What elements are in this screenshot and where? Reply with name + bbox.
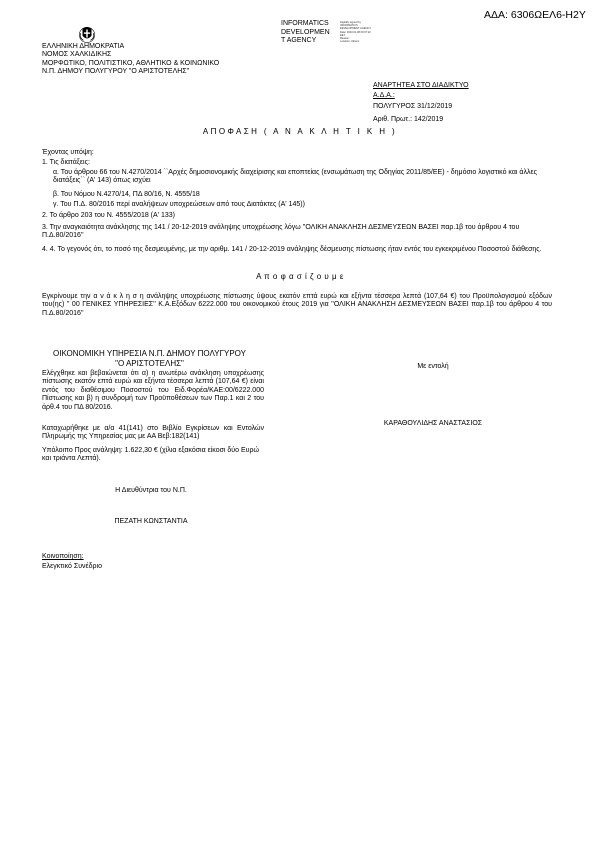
decision-text: Εγκρίνουμε την α ν ά κ λ η σ η ανάληψης υποχρέωσης πίστωσης ύψους εκατόν επτά ευρώ και εξήντα τέσσερα λεπτά (107,64 €) του Προϋπολογισμού εξόδων του(ης) '' 00 ΓΕΝΙΚΕΣ ΥΠΗΡΕΣΙΕΣ'' Κ.Α.Εξόδων 6222.000 του οικονομικού έτους 2019 για ''ΟΛΙΚΗ ΑΝΑΚΛΗΣΗ ΔΕΣΜΕΥΣΕΩΝ ΒΑΣΕΙ παρ.1β του άρθρου 4 του Π.Δ.80/2016'' xyxy=(42,293,552,317)
header-line-prefecture: ΝΟΜΟΣ ΧΑΛΚΙΔΙΚΗΣ xyxy=(42,51,112,59)
decision-title: ΑΠΟΦΑΣΗ ( Α Ν Α Κ Λ Η Τ Ι Κ Η ) xyxy=(202,127,398,136)
notification-label: Κοινοποίηση: xyxy=(42,553,84,560)
finance-service-title: ΟΙΚΟΝΟΜΙΚΗ ΥΠΗΡΕΣΙΑ Ν.Π. ΔΗΜΟΥ ΠΟΛΥΓΥΡΟΥ xyxy=(53,349,246,358)
item-1: 1. Τις διατάξεις: xyxy=(42,159,90,166)
finance-remaining-text: Υπόλοιπο Προς ανάληψη: 1.622,30 € (χίλια εξακόσια είκοσι δύο Ευρώ και τριάντα Λεπτά). xyxy=(42,447,259,463)
director-title: Η Διευθύντρια του Ν.Π. xyxy=(115,487,187,494)
item-1a: α. Του άρθρου 66 του Ν.4270/2014 ``Αρχές δημοσιονομικής διαχείρισης και εποπτείας (ενσωμάτωση της Οδηγίας 2011/85/ΕΕ) - δημόσιο λογιστικό και άλλες διατάξεις`` (Α' 143) όπως ισχύει xyxy=(53,169,537,185)
item-1b: β. Του Νόμου Ν.4270/14, ΠΔ 80/16, Ν. 4555/18 xyxy=(53,191,200,198)
stamp-detail-line: Reason: xyxy=(340,37,350,41)
director-name: ΠΕΖΑΤΗ ΚΩΝΣΤΑΝΤΙΑ xyxy=(114,518,188,525)
item-2: 2. Το άρθρο 203 του Ν. 4555/2018 (Α' 133) xyxy=(42,212,175,219)
having-in-mind-label: Έχοντας υπόψη: xyxy=(42,149,94,156)
signature-stamp-title xyxy=(281,20,330,46)
stamp-detail-line: DEVELOPMENT AGENCY xyxy=(340,27,372,31)
item-1c: γ. Του Π.Δ. 80/2016 περί αναλήψεων υποχρεώσεων από τους Διατάκτες (Α' 145)) xyxy=(53,201,305,208)
stamp-detail-line: EET xyxy=(340,33,346,37)
stamp-detail-line: Digitally signed by xyxy=(340,21,361,24)
stamp-title-line: INFORMATICS xyxy=(281,20,329,27)
stamp-title-line: DEVELOPMEN xyxy=(281,28,330,36)
finance-service-subtitle: "Ο ΑΡΙΣΤΟΤΕΛΗΣ" xyxy=(115,359,184,368)
header-line-legal-entity: Ν.Π. ΔΗΜΟΥ ΠΟΛΥΓΥΡΟΥ "Ο ΑΡΙΣΤΟΤΕΛΗΣ" xyxy=(42,68,190,76)
item-4: 4. 4. Το γεγονός ότι, το ποσό της δεσμευμένης, με την αριθμ. 141 / 20-12-2019 ανάληψης δέσμευσης πίστωσης ήταν εντός του εγκεκριμένου Ποσοστού διάθεσης. xyxy=(42,246,542,253)
signatory-name: ΚΑΡΑΘΟΥΛΙΔΗΣ ΑΝΑΣΤΑΣΙΟΣ xyxy=(383,420,483,427)
signature-stamp-details xyxy=(340,21,371,43)
header-line-republic: ΕΛΛΗΝΙΚΗ ΔΗΜΟΚΡΑΤΙΑ xyxy=(42,43,125,50)
posted-online-label: ΑΝΑΡΤΗΤΕΑ ΣΤΟ ΔΙΑΔΙΚΤΥΟ xyxy=(373,82,469,89)
place-and-date: ΠΟΛΥΓΥΡΟΣ 31/12/2019 xyxy=(373,103,453,110)
stamp-detail-line: Location: Athens xyxy=(340,40,360,44)
by-order-label: Με εντολή xyxy=(417,363,449,370)
header-line-organization: ΜΟΡΦΩΤΙΚΟ, ΠΟΛΙΤΙΣΤΙΚΟ, ΑΘΛΗΤΙΚΟ & ΚΟΙΝΩΝΙΚΟ xyxy=(42,59,220,67)
stamp-detail-line: INFORMATICS xyxy=(340,24,358,28)
stamp-detail-line: Date: 2020.01.08 09:37:22 xyxy=(340,30,371,34)
ada-field-label: Α.Δ.Α.: xyxy=(373,92,395,99)
finance-registration-text: Καταχωρήθηκε με α/α 41(141) στο Βιβλίο Εγκρίσεων και Εντολών Πληρωμής της Υπηρεσίας μας με ΑΑ Βεβ:182(141) xyxy=(42,425,264,441)
stamp-title-line: T AGENCY xyxy=(281,37,317,44)
finance-verification-text: Ελέγχθηκε και βεβαιώνεται ότι α) η ανωτέρω ανάκληση υποχρέωσης πίστωσης εκατόν επτά ευρώ και εξήντα τέσσερα λεπτά (107,64 €) είναι εντός του διαθέσιμου Ποσοστού του Ειδ.Φορέα/ΚΑΕ:00/6222.000 Πίστωσης και β) η συνδρομή των Προϋποθέσεων των Παρ.1 και 2 του άρθ.4 του ΠΔ 80/2016. xyxy=(42,370,264,411)
we-decide-title: Α π ο φ α σ ί ζ ο υ μ ε xyxy=(256,272,344,281)
issuer-header xyxy=(42,43,219,77)
ada-code: ΑΔΑ: 6306ΩΕΛ6-Η2Υ xyxy=(484,9,586,21)
notification-recipient: Ελεγκτικό Συνέδριο xyxy=(42,563,102,570)
protocol-number: Αριθ. Πρωτ.: 142/2019 xyxy=(373,116,444,123)
item-3: 3. Την αναγκαιότητα ανάκλησης της 141 / 20-12-2019 ανάληψης υποχρέωσης λόγω ''ΟΛΙΚΗ ΑΝΑΚΛΗΣΗ ΔΕΣΜΕΥΣΕΩΝ ΒΑΣΕΙ παρ.1β του άρθρου 4 του Π.Δ.80/2016'' xyxy=(42,224,520,240)
